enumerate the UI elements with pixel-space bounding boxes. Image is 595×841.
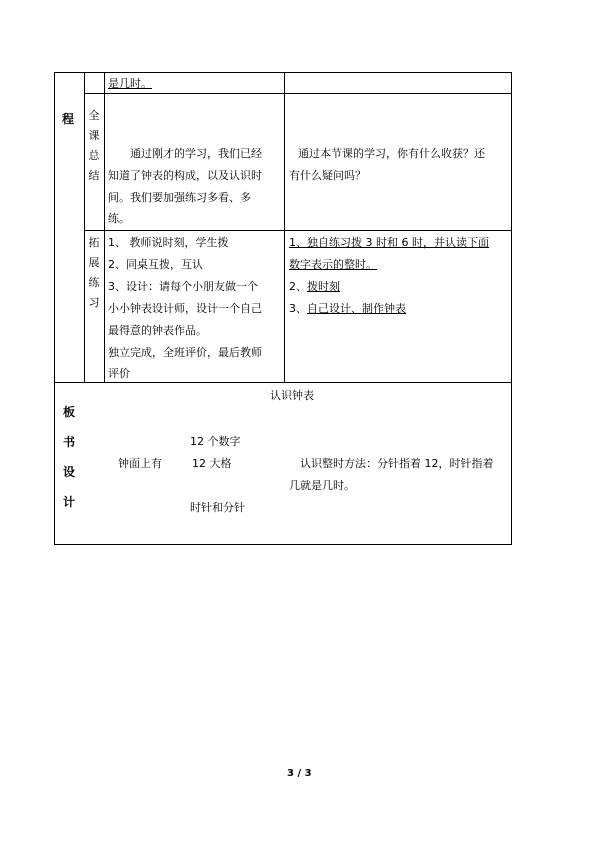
column-divider-2 xyxy=(104,72,105,383)
board-design-char: 书 xyxy=(63,435,76,449)
board-design-char: 计 xyxy=(63,495,76,509)
row-divider-2 xyxy=(84,230,511,231)
extension-teacher-line: 评价 xyxy=(108,367,130,380)
board-design-label xyxy=(63,406,75,508)
board-design-char: 设 xyxy=(63,465,76,479)
row-divider-3 xyxy=(54,382,511,383)
full-summary-char: 全 xyxy=(88,109,100,122)
board-title: 认识钟表 xyxy=(270,389,314,402)
extension-char: 练 xyxy=(88,276,100,289)
summary-teacher-line: 间。我们要加强练习多看、多 xyxy=(108,191,251,204)
summary-teacher-line: 练。 xyxy=(108,212,130,225)
extension-teacher-line: 2、同桌互拨，互认 xyxy=(108,258,203,271)
board-item: 12 个数字 xyxy=(190,435,241,448)
full-summary-label xyxy=(88,110,100,181)
extension-teacher-line: 独立完成，全班评价，最后教师 xyxy=(108,346,262,359)
board-item: 12 大格 xyxy=(192,457,232,470)
table-border-bottom xyxy=(54,544,511,545)
top-row-text: 是几时。 xyxy=(108,77,152,90)
extension-label xyxy=(88,237,100,308)
column-divider-3 xyxy=(284,72,285,383)
extension-student-text: 3、 xyxy=(289,302,307,315)
board-design-char: 板 xyxy=(63,405,76,419)
extension-teacher-line: 小小钟表设计师，设计一个自己 xyxy=(108,302,262,315)
extension-student-text: 自己设计、制作钟表 xyxy=(307,302,406,315)
extension-student-text: 2、 xyxy=(289,280,307,293)
board-method-line: 认识整时方法：分针指着 12，时针指着 xyxy=(300,457,494,470)
board-item: 时针和分针 xyxy=(190,501,245,514)
extension-student-line xyxy=(289,281,340,292)
extension-teacher-line: 3、设计：请每个小朋友做一个 xyxy=(108,280,258,293)
process-label: 程 xyxy=(62,112,75,126)
row-divider-1 xyxy=(84,93,511,94)
extension-student-line xyxy=(289,303,406,314)
extension-char: 习 xyxy=(88,296,100,309)
column-divider-1 xyxy=(84,72,85,383)
extension-student-line: 1、独自练习拨 3 时和 6 时，并认读下面 xyxy=(289,236,489,249)
table-border-left xyxy=(54,72,55,545)
summary-teacher-line: 通过刚才的学习，我们已经 xyxy=(130,147,262,160)
board-face-has: 钟面上有 xyxy=(118,457,162,470)
full-summary-char: 结 xyxy=(88,169,100,182)
board-method-line: 几就是几时。 xyxy=(289,479,355,492)
summary-teacher-line: 知道了钟表的构成，以及认识时 xyxy=(108,169,262,182)
full-summary-char: 课 xyxy=(88,129,100,142)
full-summary-char: 总 xyxy=(88,149,100,162)
extension-teacher-line: 最得意的钟表作品。 xyxy=(108,324,207,337)
extension-char: 拓 xyxy=(88,236,100,249)
extension-char: 展 xyxy=(88,256,100,269)
table-border-top xyxy=(54,72,511,73)
extension-student-line: 数字表示的整时。 xyxy=(289,258,377,271)
summary-student-line: 通过本节课的学习，你有什么收获？还 xyxy=(298,147,485,160)
extension-student-text: 拨时刻 xyxy=(307,280,340,293)
extension-teacher-line: 1、 教师说时刻，学生拨 xyxy=(108,236,229,249)
table-border-right xyxy=(511,72,512,545)
page-number: 3 / 3 xyxy=(287,768,312,779)
summary-student-line: 有什么疑问吗？ xyxy=(289,169,366,182)
